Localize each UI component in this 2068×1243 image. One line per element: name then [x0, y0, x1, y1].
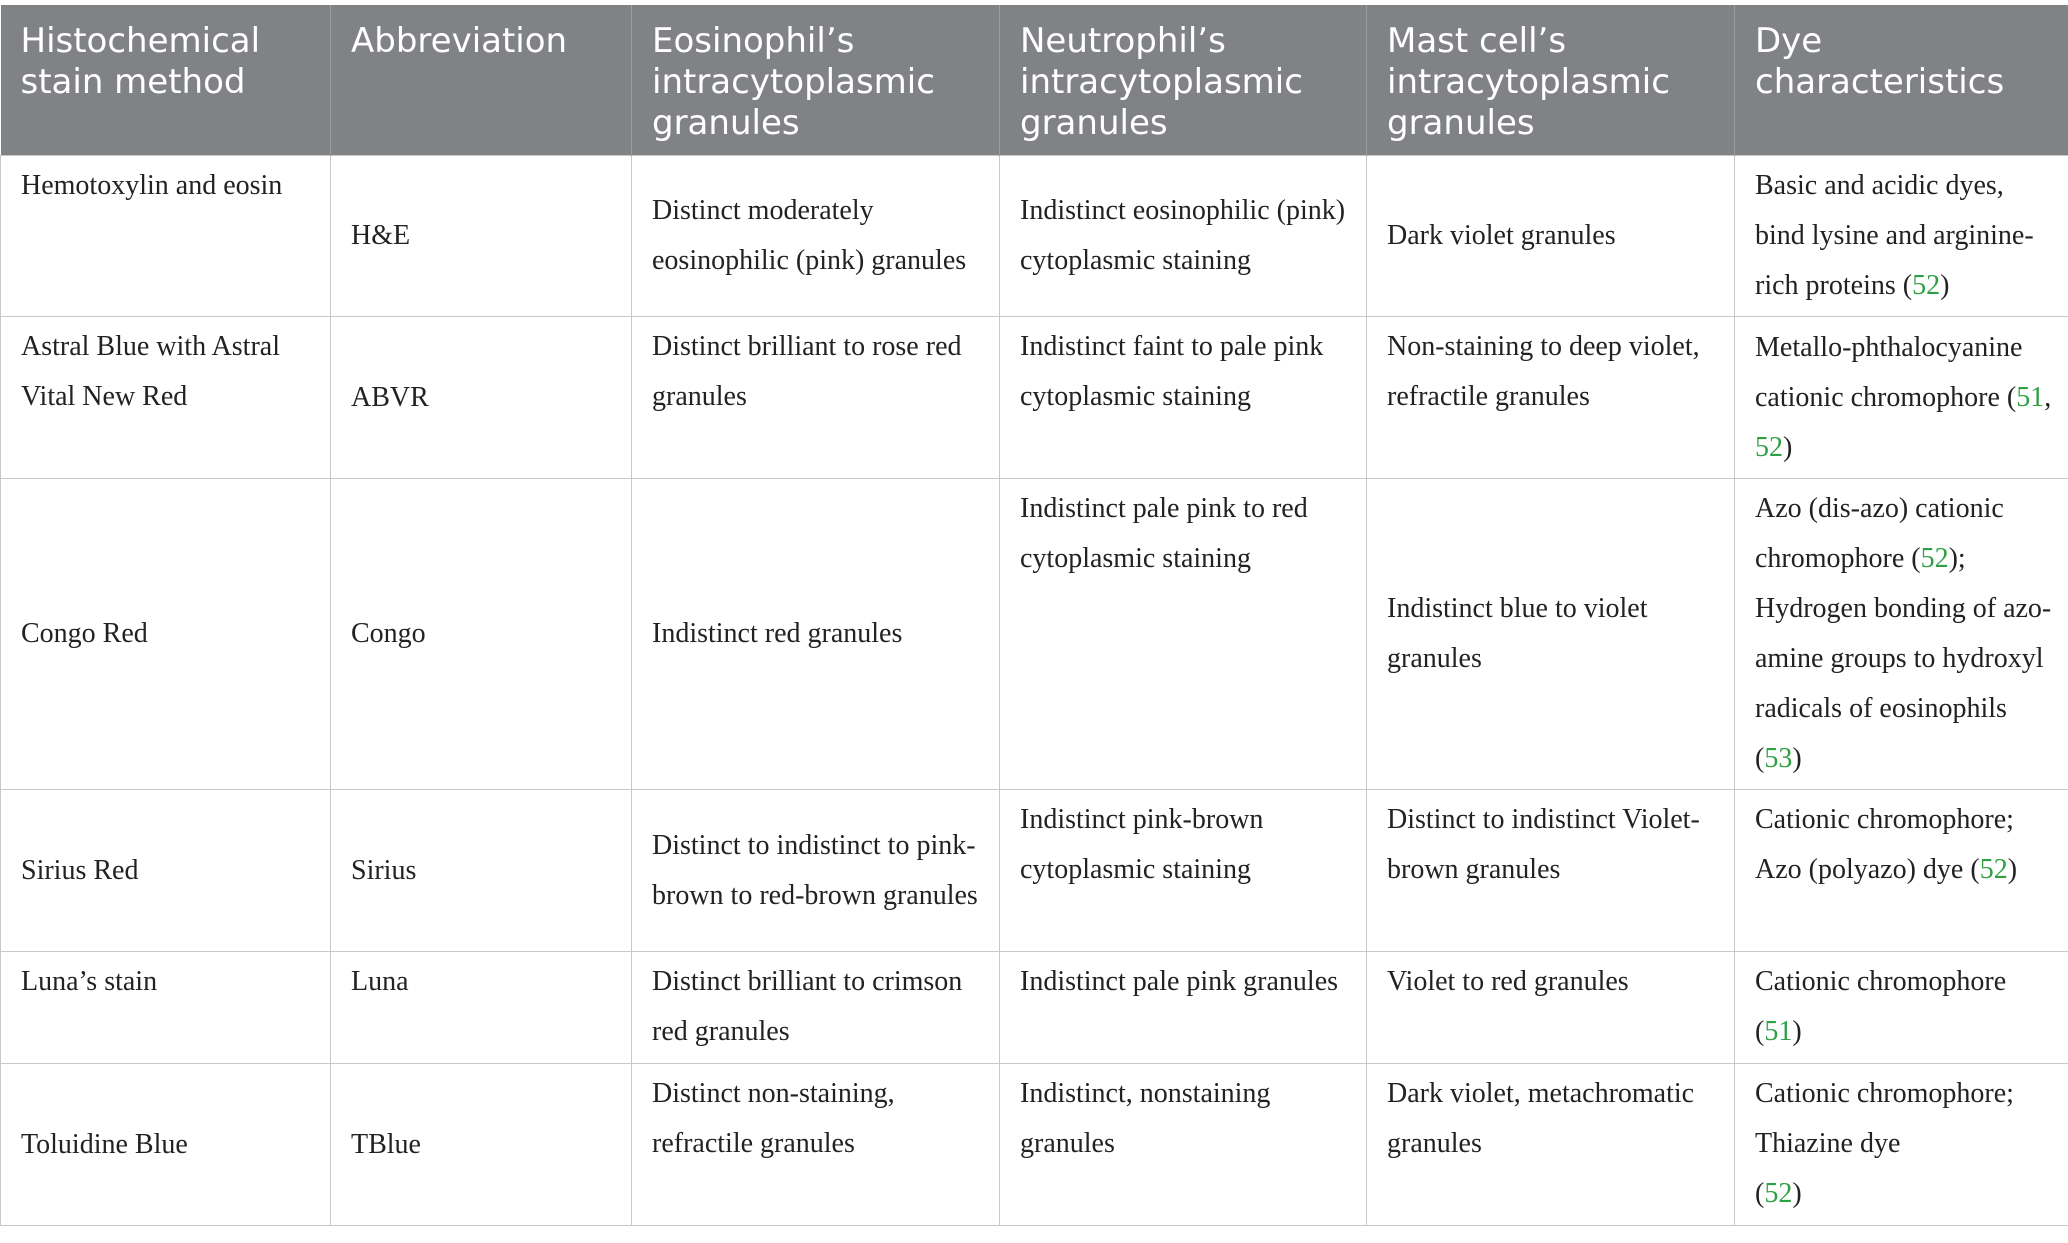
- reference-link[interactable]: 52: [1755, 431, 1783, 463]
- dye-text: ,: [2044, 381, 2052, 413]
- table-row: [1, 790, 2068, 952]
- cell-eosinophil: Distinct brilliant to crimson red granules: [632, 952, 1000, 1064]
- cell-neutrophil: Indistinct pale pink to red cytoplasmic staining: [1000, 479, 1367, 790]
- dye-text: Azo (dis-azo) cationic chromophore (: [1755, 493, 2004, 574]
- reference-link[interactable]: 52: [1912, 270, 1941, 301]
- cell-mast-cell: Dark violet, metachromatic granules: [1367, 1064, 1735, 1226]
- dye-text: ): [1792, 1178, 1802, 1209]
- reference-link[interactable]: 52: [1920, 543, 1949, 574]
- cell-dye: [1735, 479, 2068, 790]
- cell-method: Congo Red: [1, 479, 331, 790]
- table-row: [1, 156, 2068, 317]
- dye-text: Cationic chromophore (: [1755, 966, 2007, 1047]
- cell-method: Luna’s stain: [1, 952, 331, 1064]
- cell-eosinophil: Distinct non-staining, refractile granules: [632, 1064, 1000, 1226]
- cell-eosinophil: Distinct to indistinct to pink-brown to red-brown granules: [632, 790, 1000, 952]
- dye-text: Basic and acidic dyes, bind lysine and arginine-rich proteins (: [1755, 170, 2034, 301]
- cell-abbreviation: Sirius: [331, 790, 632, 952]
- cell-eosinophil: Distinct moderately eosinophilic (pink) granules: [632, 156, 1000, 317]
- header-neutrophil-granules: Neutrophil’s intracytoplasmic granules: [1000, 5, 1367, 156]
- cell-eosinophil: Indistinct red granules: [632, 479, 1000, 790]
- cell-method: Toluidine Blue: [1, 1064, 331, 1226]
- reference-link[interactable]: 51: [2016, 381, 2045, 413]
- dye-text: ); Hydrogen bonding of azo-amine groups to hydroxyl radicals of eosinophils (: [1755, 543, 2052, 774]
- cell-neutrophil: Indistinct, nonstaining granules: [1000, 1064, 1367, 1226]
- reference-link[interactable]: 52: [1979, 854, 2008, 885]
- cell-dye: [1735, 156, 2068, 317]
- stain-comparison-table-container: [0, 5, 2068, 1226]
- cell-abbreviation: Congo: [331, 479, 632, 790]
- table-row: [1, 952, 2068, 1064]
- dye-text: ): [1792, 743, 1802, 774]
- dye-text: ): [1940, 270, 1950, 301]
- table-row: [1, 317, 2068, 479]
- dye-text: Cationic chromophore; Azo (polyazo) dye (: [1755, 804, 2014, 885]
- cell-mast-cell: Dark violet granules: [1367, 156, 1735, 317]
- cell-dye: [1735, 790, 2068, 952]
- reference-link[interactable]: 53: [1764, 743, 1793, 774]
- table-row: [1, 479, 2068, 790]
- reference-link[interactable]: 52: [1764, 1178, 1793, 1209]
- dye-text: ): [1792, 1016, 1802, 1047]
- dye-text: (: [1755, 1178, 1765, 1209]
- cell-mast-cell: Indistinct blue to violet granules: [1367, 479, 1735, 790]
- cell-dye: [1735, 1064, 2068, 1226]
- dye-text: Metallo-phthalocyanine cationic chromophore (: [1755, 331, 2023, 413]
- header-dye-characteristics: Dye characteristics: [1735, 5, 2068, 156]
- cell-abbreviation: TBlue: [331, 1064, 632, 1226]
- cell-abbreviation: ABVR: [331, 317, 632, 479]
- cell-mast-cell: Non-staining to deep violet, refractile granules: [1367, 317, 1735, 479]
- cell-neutrophil: Indistinct pale pink granules: [1000, 952, 1367, 1064]
- cell-mast-cell: Distinct to indistinct Violet-brown granules: [1367, 790, 1735, 952]
- header-mast-cell-granules: Mast cell’s intracytoplasmic granules: [1367, 5, 1735, 156]
- cell-method: Sirius Red: [1, 790, 331, 952]
- table-row: [1, 1064, 2068, 1226]
- stain-comparison-table: [0, 5, 2068, 1226]
- dye-text: ): [2007, 854, 2018, 885]
- reference-link[interactable]: 51: [1764, 1016, 1793, 1047]
- cell-abbreviation: H&E: [331, 156, 632, 317]
- cell-neutrophil: Indistinct pink-brown cytoplasmic staining: [1000, 790, 1367, 952]
- cell-dye: [1735, 952, 2068, 1064]
- cell-method: Astral Blue with Astral Vital New Red: [1, 317, 331, 479]
- cell-neutrophil: Indistinct eosinophilic (pink) cytoplasmic staining: [1000, 156, 1367, 317]
- header-eosinophil-granules: Eosinophil’s intracytoplasmic granules: [632, 5, 1000, 156]
- cell-dye: [1735, 317, 2068, 479]
- dye-text: ): [1783, 431, 1793, 463]
- header-abbreviation: Abbreviation: [331, 5, 632, 156]
- cell-mast-cell: Violet to red granules: [1367, 952, 1735, 1064]
- cell-method: Hemotoxylin and eosin: [1, 156, 331, 317]
- cell-eosinophil: Distinct brilliant to rose red granules: [632, 317, 1000, 479]
- header-row: [1, 5, 2068, 156]
- dye-text: Cationic chromophore; Thiazine dye: [1755, 1078, 2014, 1159]
- cell-neutrophil: Indistinct faint to pale pink cytoplasmic staining: [1000, 317, 1367, 479]
- cell-abbreviation: Luna: [331, 952, 632, 1064]
- header-stain-method: Histochemical stain method: [1, 5, 331, 156]
